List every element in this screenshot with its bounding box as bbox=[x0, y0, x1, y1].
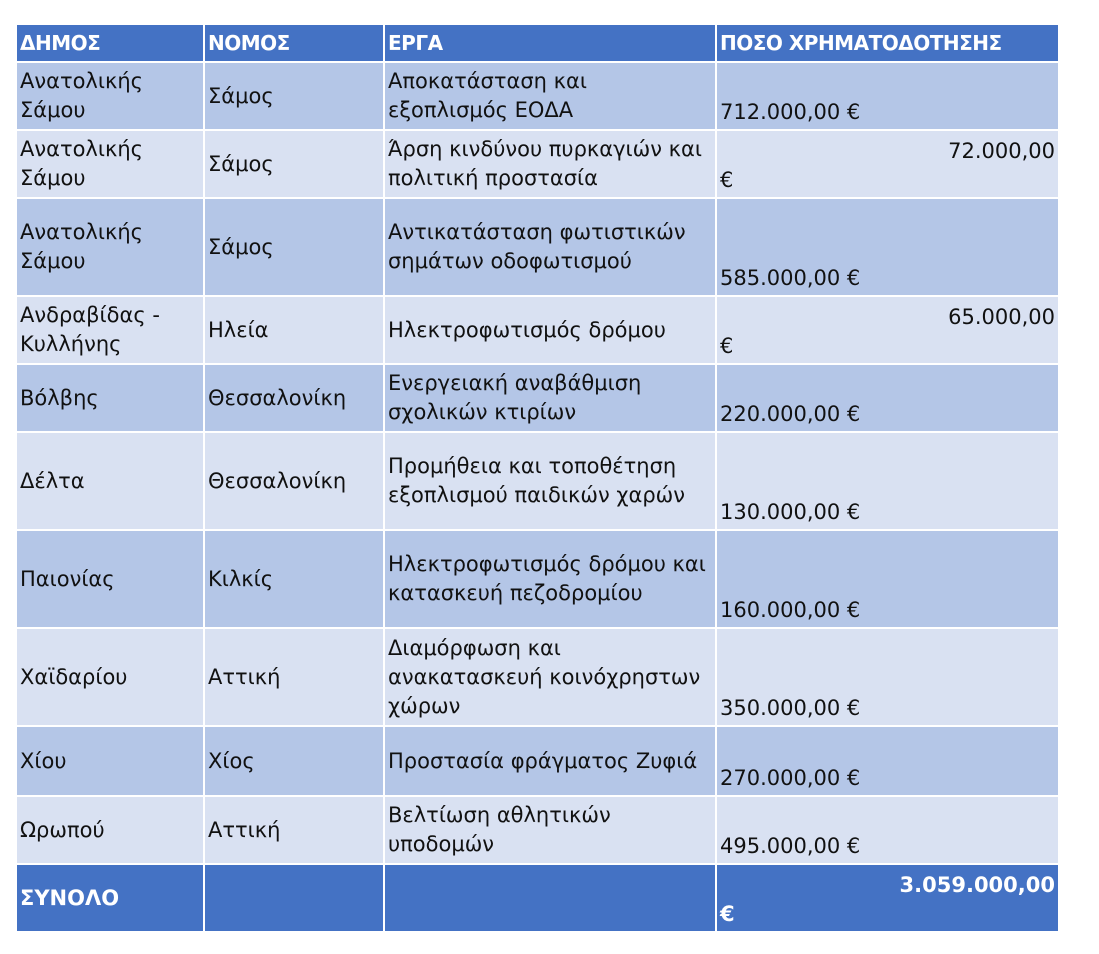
cell-dimos: Δέλτα bbox=[16, 432, 204, 530]
header-row bbox=[16, 24, 1059, 62]
header-nomos: ΝΟΜΟΣ bbox=[204, 24, 384, 62]
cell-amount: 220.000,00 € bbox=[716, 364, 1059, 432]
table-row bbox=[16, 432, 1059, 530]
amount-currency: € bbox=[720, 334, 734, 358]
cell-erga: Διαμόρφωση και ανακατασκευή κοινόχρηστων χώρων bbox=[384, 628, 716, 726]
cell-nomos: Αττική bbox=[204, 796, 384, 864]
cell-erga: Άρση κινδύνου πυρκαγιών και πολιτική προστασία bbox=[384, 130, 716, 198]
cell-nomos: Χίος bbox=[204, 726, 384, 796]
cell-nomos: Σάμος bbox=[204, 130, 384, 198]
funding-table bbox=[15, 23, 1060, 933]
header-erga: ΕΡΓΑ bbox=[384, 24, 716, 62]
cell-erga: Αποκατάσταση και εξοπλισμός ΕΟΔΑ bbox=[384, 62, 716, 130]
cell-erga: Ενεργειακή αναβάθμιση σχολικών κτιρίων bbox=[384, 364, 716, 432]
amount-number: 65.000,00 bbox=[948, 305, 1055, 329]
cell-nomos: Σάμος bbox=[204, 198, 384, 296]
table-row bbox=[16, 726, 1059, 796]
cell-dimos: Ανδραβίδας - Κυλλήνης bbox=[16, 296, 204, 364]
cell-dimos: Ωρωπού bbox=[16, 796, 204, 864]
cell-amount bbox=[716, 130, 1059, 198]
cell-dimos: Βόλβης bbox=[16, 364, 204, 432]
cell-amount: 130.000,00 € bbox=[716, 432, 1059, 530]
cell-nomos: Αττική bbox=[204, 628, 384, 726]
cell-erga: Ηλεκτροφωτισμός δρόμου bbox=[384, 296, 716, 364]
table-row bbox=[16, 198, 1059, 296]
cell-amount: 160.000,00 € bbox=[716, 530, 1059, 628]
cell-nomos: Θεσσαλονίκη bbox=[204, 432, 384, 530]
amount-number: 72.000,00 bbox=[948, 139, 1055, 163]
cell-dimos: Ανατολικής Σάμου bbox=[16, 130, 204, 198]
table-row bbox=[16, 364, 1059, 432]
table-row bbox=[16, 796, 1059, 864]
cell-dimos: Παιονίας bbox=[16, 530, 204, 628]
table-row bbox=[16, 530, 1059, 628]
table-row bbox=[16, 628, 1059, 726]
cell-amount: 585.000,00 € bbox=[716, 198, 1059, 296]
cell-dimos: Χίου bbox=[16, 726, 204, 796]
total-amount-currency: € bbox=[720, 902, 735, 926]
cell-erga: Προμήθεια και τοποθέτηση εξοπλισμού παιδικών χαρών bbox=[384, 432, 716, 530]
cell-dimos: Ανατολικής Σάμου bbox=[16, 198, 204, 296]
total-empty-cell bbox=[384, 864, 716, 932]
cell-erga: Ηλεκτροφωτισμός δρόμου και κατασκευή πεζοδρομίου bbox=[384, 530, 716, 628]
total-row bbox=[16, 864, 1059, 932]
table-row bbox=[16, 62, 1059, 130]
cell-amount: 270.000,00 € bbox=[716, 726, 1059, 796]
cell-dimos: Ανατολικής Σάμου bbox=[16, 62, 204, 130]
table-row bbox=[16, 130, 1059, 198]
total-amount-number: 3.059.000,00 bbox=[899, 873, 1055, 897]
cell-amount bbox=[716, 296, 1059, 364]
total-empty-cell bbox=[204, 864, 384, 932]
table-row bbox=[16, 296, 1059, 364]
cell-nomos: Ηλεία bbox=[204, 296, 384, 364]
amount-currency: € bbox=[720, 168, 734, 192]
cell-nomos: Θεσσαλονίκη bbox=[204, 364, 384, 432]
header-dimos: ΔΗΜΟΣ bbox=[16, 24, 204, 62]
cell-amount: 350.000,00 € bbox=[716, 628, 1059, 726]
cell-erga: Βελτίωση αθλητικών υποδομών bbox=[384, 796, 716, 864]
cell-erga: Αντικατάσταση φωτιστικών σημάτων οδοφωτισμού bbox=[384, 198, 716, 296]
total-amount bbox=[716, 864, 1059, 932]
cell-erga: Προστασία φράγματος Ζυφιά bbox=[384, 726, 716, 796]
cell-dimos: Χαϊδαρίου bbox=[16, 628, 204, 726]
cell-nomos: Κιλκίς bbox=[204, 530, 384, 628]
cell-amount: 712.000,00 € bbox=[716, 62, 1059, 130]
cell-nomos: Σάμος bbox=[204, 62, 384, 130]
cell-amount: 495.000,00 € bbox=[716, 796, 1059, 864]
total-label: ΣΥΝΟΛΟ bbox=[16, 864, 204, 932]
header-amount: ΠΟΣΟ ΧΡΗΜΑΤΟΔΟΤΗΣΗΣ bbox=[716, 24, 1059, 62]
